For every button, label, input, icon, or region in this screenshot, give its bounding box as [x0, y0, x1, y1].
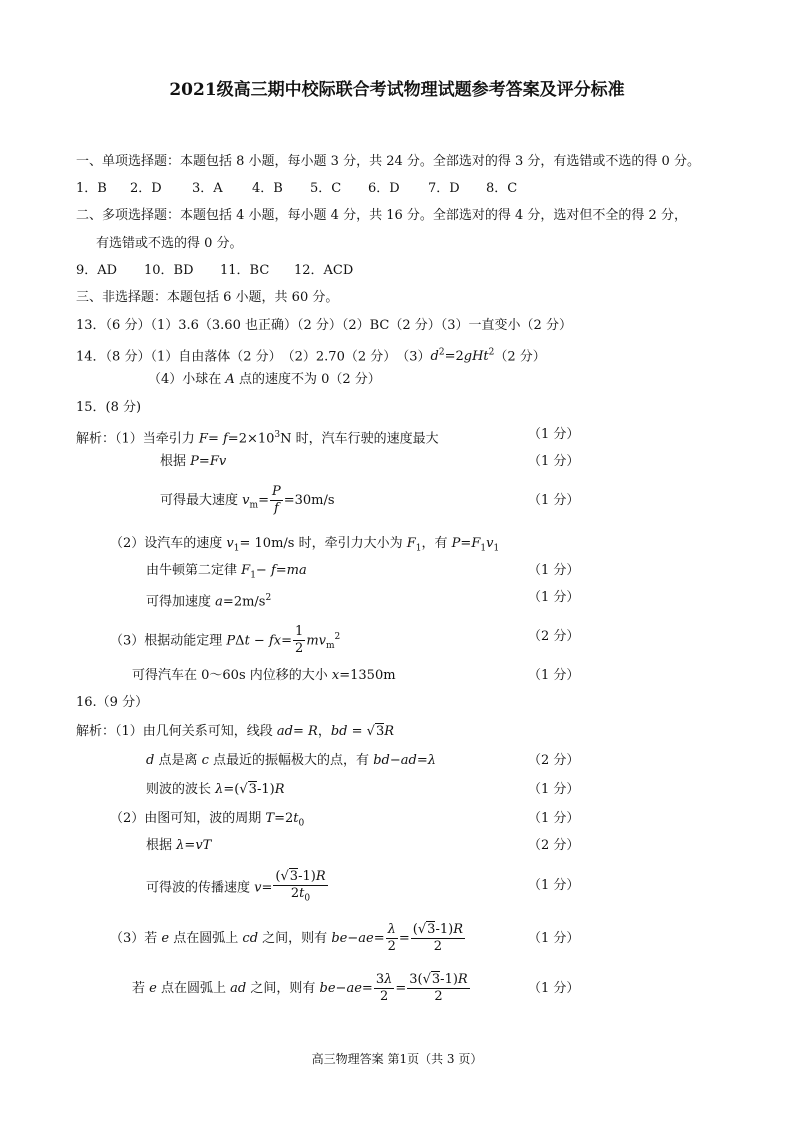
answer-1: 1．B — [76, 181, 107, 196]
q16-score-4: （2 分） — [528, 838, 580, 853]
q16-line-5: 根据 λ=vT — [146, 838, 212, 853]
q16-line-4: （2）由图可知，波的周期 $T=2t_0$ — [110, 811, 305, 829]
answer-7: 7．D — [428, 181, 460, 196]
q15-line-2: 根据 P=Fv — [160, 454, 227, 469]
q15-line-3: 可得最大速度 $v_m=$ $\frac{P}{f}$ =30m/s — [160, 484, 335, 516]
q15-line-5: 由牛顿第二定律 $F_1- f=ma$ — [146, 563, 307, 581]
answer-5: 5．C — [310, 181, 342, 196]
q16-score-3: （1 分） — [528, 811, 580, 826]
q15-heading: 15．(8 分) — [76, 400, 142, 415]
page-footer: 高三物理答案 第1页（共 3 页） — [311, 1052, 483, 1066]
q15-line-6: 可得加速度 $a=2m/s^2$ — [146, 593, 272, 610]
q16-line-7: （3）若 e 点在圆弧上 cd 之间，则有 be−ae= $\frac{\lambda}{2}$ = $\frac{(√3-1)R}{2}$ — [110, 922, 463, 954]
q16-line-8: 若 e 点在圆弧上 ad 之间，则有 be−ae= $\frac{3\lambda}{2}$ = $\frac{3(√3-1)R}{2}$ — [132, 972, 468, 1004]
answer-2: 2．D — [130, 181, 162, 196]
q16-score-7: （1 分） — [528, 981, 580, 996]
q16-score-6: （1 分） — [528, 931, 580, 946]
answer-11: 11．BC — [220, 263, 270, 278]
page-title: 2021级高三期中校际联合考试物理试题参考答案及评分标准 — [169, 80, 625, 100]
q16-score-2: （1 分） — [528, 782, 580, 797]
q16-heading: 16.（9 分） — [76, 695, 149, 710]
section-2-heading-cont: 有选错或不选的得 0 分。 — [96, 236, 243, 251]
q14-answer-line2: （4）小球在 A 点的速度不为 0（2 分） — [148, 372, 381, 387]
section-2-heading: 二、多项选择题：本题包括 4 小题，每小题 4 分，共 16 分。全部选对的得 4 分，选对但不全的得 2 分， — [76, 208, 687, 223]
q15-score-4: （1 分） — [528, 563, 580, 578]
q15-line-8: 可得汽车在 0～60s 内位移的大小 x=1350m — [132, 668, 396, 683]
q15-line-4: （2）设汽车的速度 $v_1= 10m/s$ 时，牵引力大小为 $F_1$，有 $P=F_1v_1$ — [110, 536, 500, 554]
q14-answer-line1: 14．（8 分）（1）自由落体（2 分） （2）2.70（2 分） $(3)d^2=2gHt^2(2$ 分） — [76, 348, 546, 365]
answer-8: 8．C — [486, 181, 518, 196]
q16-line-1: 解析：（1）由几何关系可知，线段 ad= R，bd = √3R — [76, 724, 395, 739]
answer-9: 9．AD — [76, 263, 118, 278]
answer-12: 12．ACD — [294, 263, 354, 278]
answer-3: 3．A — [192, 181, 223, 196]
q15-line-7: （3）根据动能定理 PΔt − fx= $\frac{1}{2}$ $mv_m^2$ — [110, 624, 341, 657]
q15-score-1: （1 分） — [528, 427, 580, 442]
q16-line-3: 则波的波长 λ=(√3-1)R — [146, 782, 285, 797]
q15-score-2: （1 分） — [528, 454, 580, 469]
q16-line-6: 可得波的传播速度 v= $\frac{(√3-1)R}{2t_0}$ — [146, 869, 326, 904]
section-1-heading: 一、单项选择题：本题包括 8 小题，每小题 3 分，共 24 分。全部选对的得 3 分，有选错或不选的得 0 分。 — [76, 154, 700, 169]
q16-score-1: （2 分） — [528, 753, 580, 768]
q15-score-3: （1 分） — [528, 493, 580, 508]
q14-formula: $d^2=2gHt^2$ — [430, 348, 495, 365]
q15-score-5: （1 分） — [528, 590, 580, 605]
answer-6: 6．D — [368, 181, 400, 196]
q15-score-6: （2 分） — [528, 629, 580, 644]
answer-10: 10．BD — [144, 263, 194, 278]
q13-answer: 13．（6 分）（1）3.6（3.60 也正确）（2 分）（2）BC（2 分）（3）一直变小（2 分） — [76, 318, 572, 333]
q15-line-1: 解析：（1）当牵引力 $F= f=2\times 10^3N$ 时，汽车行驶的速度最大 — [76, 430, 439, 447]
answer-4: 4．B — [252, 181, 283, 196]
q16-line-2: d 点是离 c 点最近的振幅极大的点，有 bd−ad=λ — [146, 753, 436, 768]
section-3-heading: 三、非选择题：本题包括 6 小题，共 60 分。 — [76, 290, 339, 305]
q16-score-5: （1 分） — [528, 878, 580, 893]
q15-score-7: （1 分） — [528, 668, 580, 683]
